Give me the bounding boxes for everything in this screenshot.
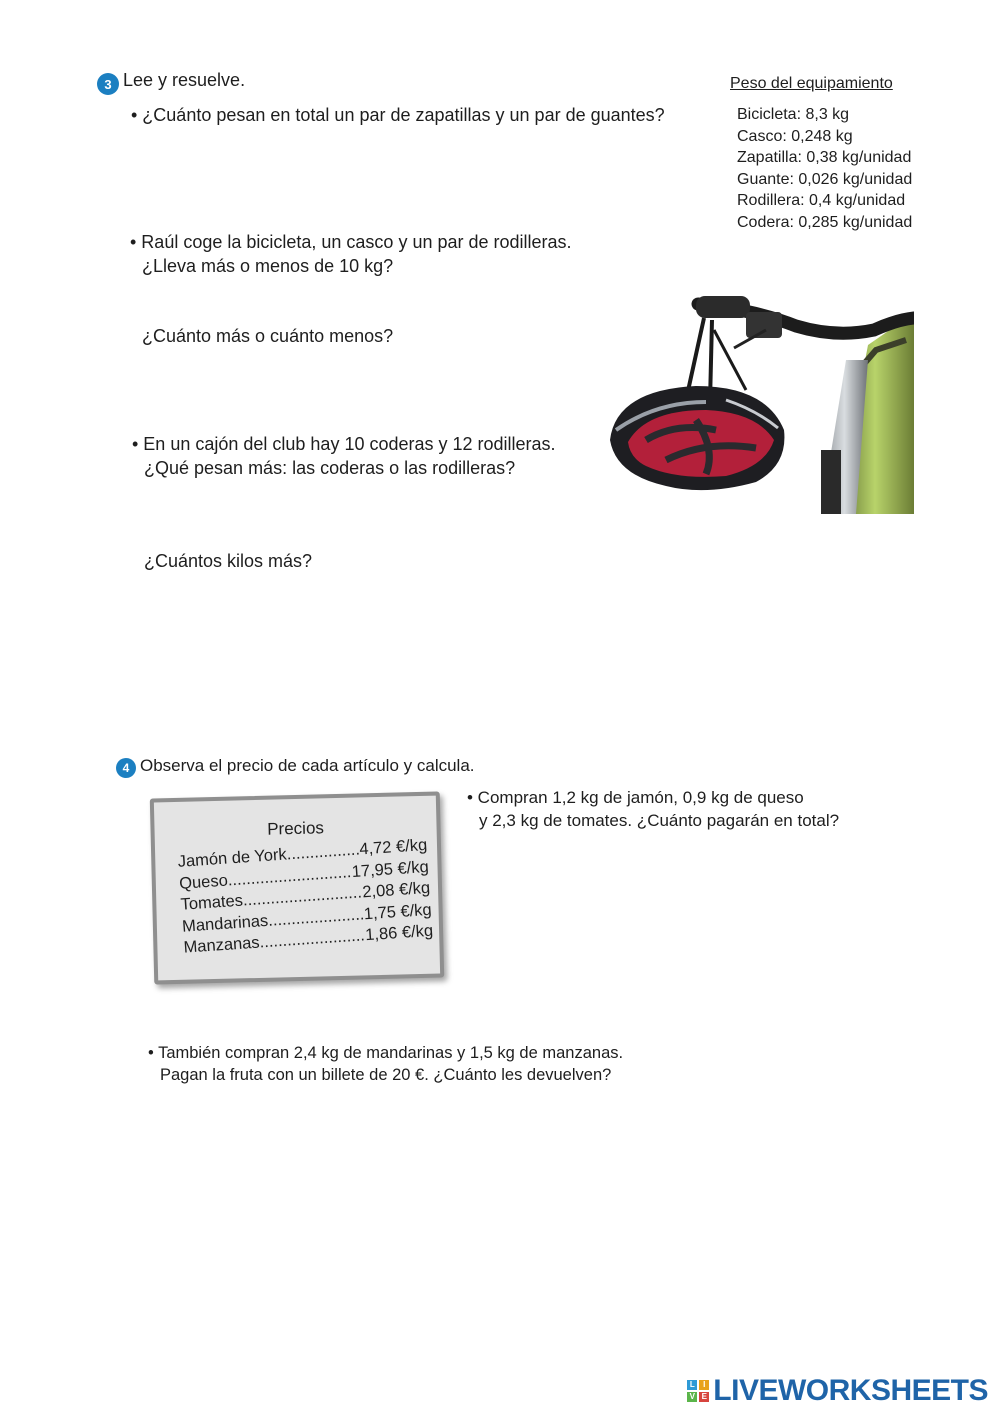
price-item-value: 2,08 €/kg bbox=[361, 878, 431, 902]
price-item-name: Manzanas bbox=[183, 933, 261, 957]
exercise-3-title: Lee y resuelve. bbox=[123, 70, 246, 90]
exercise-4-title: Observa el precio de cada artículo y calcula. bbox=[140, 756, 475, 775]
price-item-value: 17,95 €/kg bbox=[351, 857, 430, 881]
exercise-3-question-1: • ¿Cuánto pesan en total un par de zapatillas y un par de guantes? bbox=[131, 105, 665, 125]
equipment-item: Casco: 0,248 kg bbox=[737, 127, 853, 145]
equipment-weights-title: Peso del equipamiento bbox=[730, 75, 893, 92]
liveworksheets-logo bbox=[687, 1374, 988, 1408]
price-item-value: 1,86 €/kg bbox=[364, 921, 434, 945]
exercise-3-question-2 bbox=[130, 230, 572, 278]
exercise-4-question-1-line-1: • Compran 1,2 kg de jamón, 0,9 kg de queso bbox=[467, 788, 804, 807]
price-card bbox=[150, 791, 444, 984]
price-item-value: 1,75 €/kg bbox=[363, 900, 433, 923]
exercise-3-number-badge: 3 bbox=[97, 73, 119, 95]
price-item-name: Jamón de York bbox=[177, 845, 288, 871]
exercise-4-question-1-line-2: y 2,3 kg de tomates. ¿Cuánto pagarán en total? bbox=[479, 811, 840, 830]
equipment-item: Bicicleta: 8,3 kg bbox=[737, 106, 850, 123]
equipment-item: Rodillera: 0,4 kg/unidad bbox=[737, 192, 906, 209]
bike-grip bbox=[696, 296, 750, 318]
bike-helmet-photo bbox=[606, 290, 914, 514]
price-card-title: Precios bbox=[266, 818, 325, 839]
exercise-4-question-2 bbox=[148, 1042, 623, 1086]
price-item-value: 4,72 €/kg bbox=[358, 835, 428, 859]
liveworksheets-logo-icon: L I V E bbox=[687, 1380, 709, 1402]
question-2-line-1: • Raúl coge la bicicleta, un casco y un par de rodilleras. bbox=[130, 232, 572, 252]
equipment-item: Codera: 0,285 kg/unidad bbox=[737, 213, 913, 231]
equipment-item: Zapatilla: 0,38 kg/unidad bbox=[737, 149, 912, 166]
exercise-3-question-3 bbox=[132, 432, 556, 480]
price-list bbox=[177, 835, 434, 959]
liveworksheets-logo-text: LIVEWORKSHEETS bbox=[713, 1374, 988, 1407]
exercise-3-question-2-followup: ¿Cuánto más o cuánto menos? bbox=[142, 326, 394, 346]
equipment-weights-list bbox=[737, 104, 912, 233]
question-2-line-2: ¿Lleva más o menos de 10 kg? bbox=[142, 256, 394, 276]
price-item-name: Mandarinas bbox=[181, 911, 269, 936]
price-item-name: Queso bbox=[178, 871, 229, 893]
exercise-4-question-2-line-2: Pagan la fruta con un billete de 20 €. ¿Cuánto les devuelven? bbox=[160, 1066, 612, 1084]
question-3-line-2: ¿Qué pesan más: las coderas o las rodilleras? bbox=[144, 458, 516, 478]
exercise-4-question-2-line-1: • También compran 2,4 kg de mandarinas y 1,5 kg de manzanas. bbox=[148, 1044, 624, 1062]
exercise-3-question-3-followup: ¿Cuántos kilos más? bbox=[144, 551, 313, 571]
exercise-4-number-badge: 4 bbox=[116, 758, 136, 778]
price-item-name: Tomates bbox=[180, 891, 244, 914]
exercise-4-question-1 bbox=[467, 786, 839, 832]
question-3-line-1: • En un cajón del club hay 10 coderas y 12 rodilleras. bbox=[132, 434, 556, 454]
equipment-item: Guante: 0,026 kg/unidad bbox=[737, 170, 913, 188]
